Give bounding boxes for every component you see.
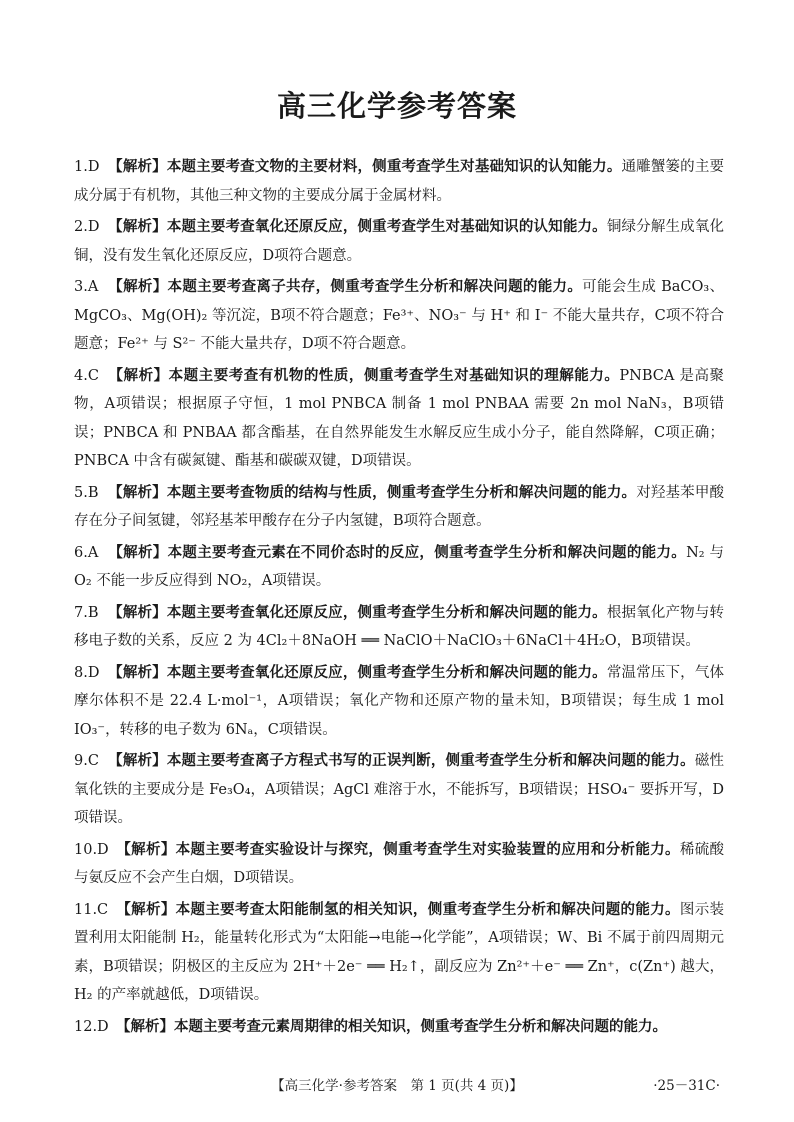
item-number: 11.C [74,901,109,918]
analysis-detail: 常温常压下，气体摩尔体积不是 22.4 L·mol⁻¹，A项错误；氧化产物和还原产物的量未知，B项错误；每生成 1 mol IO₃⁻，转移的电子数为 6Nₐ，C项错误。 [74,664,725,738]
analysis-detail: 对羟基苯甲酸存在分子间氢键，邻羟基苯甲酸存在分子内氢键，B项符合题意。 [74,484,725,529]
analysis-tag: 【解析】 [116,900,176,918]
analysis-detail: 稀硫酸与氨反应不会产生白烟，D项错误。 [74,841,725,886]
analysis-summary: 本题主要考查太阳能制氢的相关知识，侧重考查学生分析和解决问题的能力。 [175,900,680,918]
analysis-tag: 【解析】 [108,543,168,561]
analysis-detail: 可能会生成 BaCO₃、MgCO₃、Mg(OH)₂ 等沉淀，B项不符合题意；Fe³⁺、NO₃⁻ 与 H⁺ 和 I⁻ 不能大量共存，C项不符合题意；Fe²⁺ 与 S²⁻ 不能大量共存，D项不符合题意。 [74,279,725,352]
analysis-summary: 本题主要考查氧化还原反应，侧重考查学生分析和解决问题的能力。 [166,603,607,621]
footer-code: ·25－31C· [653,1078,720,1094]
answer-item-5 [74,479,724,536]
item-number: 1.D [74,159,100,175]
answer-item-10 [74,836,724,893]
page-footer [0,1074,794,1094]
analysis-summary: 本题主要考查物质的结构与性质，侧重考查学生分析和解决问题的能力。 [166,483,637,501]
item-number: 8.D [74,664,100,681]
analysis-tag: 【解析】 [108,603,167,621]
answer-list [74,153,724,1044]
item-number: 6.A [74,544,99,561]
item-number: 12.D [74,1018,109,1035]
answer-item-2 [74,213,724,270]
answer-item-7 [74,599,724,656]
analysis-tag: 【解析】 [108,366,169,384]
analysis-summary: 本题主要考查离子方程式书写的正误判断，侧重考查学生分析和解决问题的能力。 [166,752,695,769]
answer-item-6 [74,539,724,596]
analysis-summary: 本题主要考查元素周期律的相关知识，侧重考查学生分析和解决问题的能力。 [174,1017,667,1035]
analysis-detail: 铜绿分解生成氧化铜，没有发生氧化还原反应，D项符合题意。 [74,219,725,264]
analysis-tag: 【解析】 [108,218,167,235]
item-number: 9.C [74,753,99,769]
item-number: 10.D [74,841,109,858]
analysis-detail: PNBCA 是高聚物，A项错误；根据原子守恒，1 mol PNBCA 制备 1 mol PNBAA 需要 2n mol NaN₃，B项错误；PNBCA 和 PNBAA 都含酯基，在自然界能发生水解反应生成小分子，能自然降解，C项正确；PNBCA 中含有碳氮键、酯基和碳碳双键，D项错误。 [74,367,724,469]
analysis-detail: 图示装置利用太阳能制 H₂，能量转化形式为“太阳能→电能→化学能”，A项错误；W、Bi 不属于前四周期元素，B项错误；阴极区的主反应为 2H⁺＋2e⁻ ══ H₂↑，副反应为 Zn²⁺＋e⁻ ══ Zn⁺，c(Zn⁺) 越大，H₂ 的产率就越低，D项错误。 [74,901,725,1003]
page-title: 高三化学参考答案 [276,89,517,123]
analysis-tag: 【解析】 [108,663,167,681]
analysis-detail: 根据氧化产物与转移电子数的关系，反应 2 为 4Cl₂＋8NaOH ══ NaClO＋NaClO₃＋6NaCl＋4H₂O，B项错误。 [74,604,725,649]
analysis-tag: 【解析】 [116,840,176,858]
analysis-summary: 本题主要考查文物的主要材料，侧重考查学生对基础知识的认知能力。 [166,158,622,175]
analysis-summary: 本题主要考查离子共存，侧重考查学生分析和解决问题的能力。 [167,278,583,295]
analysis-summary: 本题主要考查有机物的性质，侧重考查学生对基础知识的理解能力。 [168,366,620,384]
answer-item-11 [74,896,724,1010]
answer-item-9 [74,747,724,833]
analysis-tag: 【解析】 [108,483,167,501]
answer-item-3 [74,273,724,359]
analysis-summary: 本题主要考查氧化还原反应，侧重考查学生对基础知识的认知能力。 [166,218,607,235]
analysis-tag: 【解析】 [116,1017,174,1035]
analysis-summary: 本题主要考查氧化还原反应，侧重考查学生分析和解决问题的能力。 [166,663,607,681]
analysis-detail: N₂ 与 O₂ 不能一步反应得到 NO₂，A项错误。 [74,544,725,589]
answer-item-1 [74,153,724,210]
answer-item-12 [74,1013,724,1042]
answer-item-4 [74,362,724,476]
analysis-tag: 【解析】 [108,752,167,769]
item-number: 4.C [74,367,99,384]
item-number: 2.D [74,219,100,235]
item-number: 3.A [74,279,99,295]
analysis-tag: 【解析】 [108,158,167,175]
analysis-detail: 磁性氧化铁的主要成分是 Fe₃O₄，A项错误；AgCl 难溶于水，不能拆写，B项错误；HSO₄⁻ 要拆开写，D项错误。 [74,753,725,826]
analysis-summary: 本题主要考查元素在不同价态时的反应，侧重考查学生分析和解决问题的能力。 [167,543,687,561]
analysis-detail: 通雕蟹篓的主要成分属于有机物，其他三种文物的主要成分属于金属材料。 [74,159,725,204]
analysis-summary: 本题主要考查实验设计与探究，侧重考查学生对实验装置的应用和分析能力。 [175,840,680,858]
item-number: 7.B [74,604,99,621]
analysis-tag: 【解析】 [108,278,168,295]
answer-item-8 [74,659,724,745]
item-number: 5.B [74,484,99,501]
footer-page-info: 【高三化学·参考答案 第 1 页(共 4 页)】 [271,1078,523,1094]
